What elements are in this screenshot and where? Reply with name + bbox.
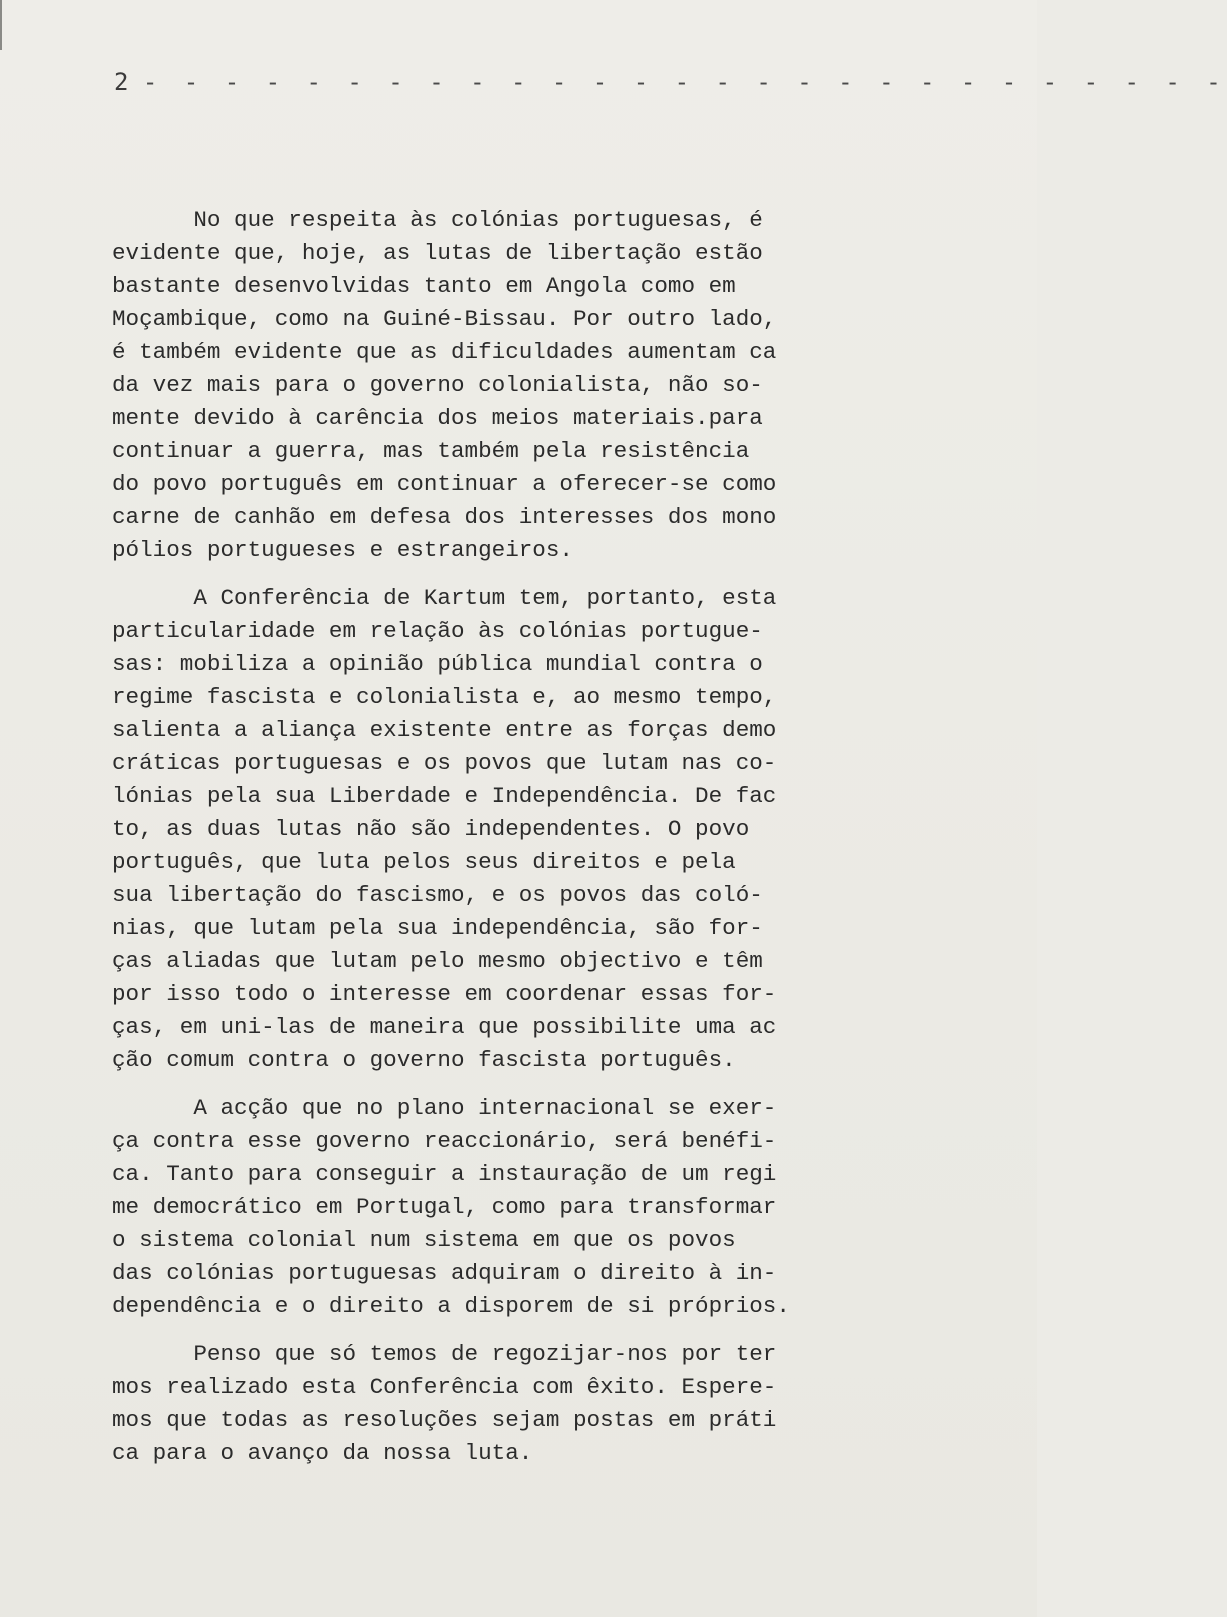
text-line: por isso todo o interesse em coordenar essas for- — [112, 981, 777, 1007]
text-line: Penso que só temos de regozijar-nos por ter — [112, 1341, 777, 1367]
paragraph-gap — [112, 1323, 898, 1338]
text-line: ças, em uni-las de maneira que possibilite uma ac — [112, 1014, 777, 1040]
paragraph-conference — [112, 582, 898, 1077]
text-line: ção comum contra o governo fascista português. — [112, 1047, 736, 1073]
text-line: particularidade em relação às colónias portugue- — [112, 618, 763, 644]
page-header — [114, 68, 1227, 108]
text-line: pólios portugueses e estrangeiros. — [112, 537, 573, 563]
text-line: português, que luta pelos seus direitos e pela — [112, 849, 736, 875]
text-line: continuar a guerra, mas também pela resistência — [112, 438, 750, 464]
text-line: evidente que, hoje, as lutas de libertação estão — [112, 240, 763, 266]
text-line: No que respeita às colónias portuguesas, é — [112, 207, 763, 233]
paragraph-closing — [112, 1338, 898, 1470]
text-line: cráticas portuguesas e os povos que lutam nas co- — [112, 750, 777, 776]
paragraph-gap — [112, 1077, 898, 1092]
text-line: das colónias portuguesas adquiram o direito à in- — [112, 1260, 777, 1286]
text-line: to, as duas lutas não são independentes. O povo — [112, 816, 750, 842]
text-line: mos realizado esta Conferência com êxito. Espere- — [112, 1374, 777, 1400]
text-line: do povo português em continuar a oferecer-se como — [112, 471, 777, 497]
text-line: lónias pela sua Liberdade e Independência. De fac — [112, 783, 777, 809]
text-line: salienta a aliança existente entre as forças demo — [112, 717, 777, 743]
text-line: bastante desenvolvidas tanto em Angola como em — [112, 273, 736, 299]
text-line: carne de canhão em defesa dos interesses dos mono — [112, 504, 777, 530]
text-line: regime fascista e colonialista e, ao mesmo tempo, — [112, 684, 777, 710]
text-line: mos que todas as resoluções sejam postas em práti — [112, 1407, 777, 1433]
page-number: 2 — [114, 68, 129, 96]
text-line: é também evidente que as dificuldades aumentam ca — [112, 339, 777, 365]
text-line: A Conferência de Kartum tem, portanto, esta — [112, 585, 777, 611]
text-line: o sistema colonial num sistema em que os povos — [112, 1227, 736, 1253]
text-line: sas: mobiliza a opinião pública mundial contra o — [112, 651, 763, 677]
text-line: mente devido à carência dos meios materiais.para — [112, 405, 763, 431]
text-line: me democrático em Portugal, como para transformar — [112, 1194, 777, 1220]
text-line: ca. Tanto para conseguir a instauração de um regi — [112, 1161, 777, 1187]
text-line: ca para o avanço da nossa luta. — [112, 1440, 533, 1466]
page-edge-mark — [0, 0, 2, 50]
text-line: Moçambique, como na Guiné-Bissau. Por outro lado, — [112, 306, 777, 332]
text-line: ças aliadas que lutam pelo mesmo objectivo e têm — [112, 948, 763, 974]
paragraph-international-action — [112, 1092, 898, 1323]
text-line: nias, que lutam pela sua independência, são for- — [112, 915, 763, 941]
text-line: ça contra esse governo reaccionário, será benéfi- — [112, 1128, 777, 1154]
paragraph-kartum-colonies — [112, 204, 898, 567]
text-line: da vez mais para o governo colonialista, não so- — [112, 372, 763, 398]
paragraph-gap — [112, 567, 898, 582]
body-text — [112, 204, 898, 1470]
text-line: A acção que no plano internacional se exer- — [112, 1095, 777, 1121]
text-line: dependência e o direito a disporem de si próprios. — [112, 1293, 790, 1319]
header-dash-rule: - - - - - - - - - - - - - - - - - - - - - - - - - - - — [142, 68, 1227, 96]
text-line: sua libertação do fascismo, e os povos das coló- — [112, 882, 763, 908]
